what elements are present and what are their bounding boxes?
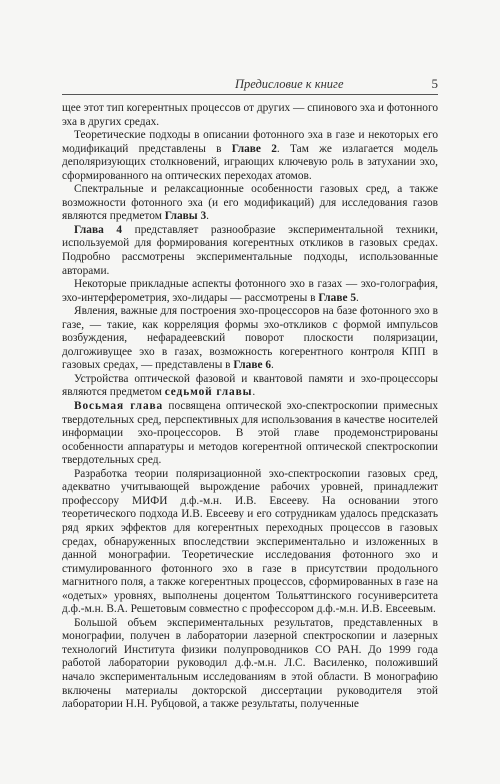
p3-text-b: . — [206, 210, 210, 223]
p1-text: щее этот тип когерентных процессов от других — спинового эха и фотонного эха в других средах. — [62, 102, 438, 128]
body-text — [62, 102, 438, 712]
paragraph-8 — [62, 400, 438, 468]
p5-text-a: Некоторые прикладные аспекты фотонного эхо в газах — эхо-голография, эхо-интерферометрия, эхо-лидары — рассмотрены в — [62, 278, 438, 304]
p2-text-b: . Там же излагается модель деполяризующих столкновений, играющих ключевую роль в затухании эхо, сформированного на оптических переходах атомов. — [62, 142, 438, 182]
running-title: Предисловие к книге — [234, 77, 344, 91]
paragraph-2 — [62, 129, 438, 183]
p6-text-a: Явления, важные для построения эхо-процессоров на базе фотонного эхо в газе, — такие, как корреляция формы эхо-откликов с формой импульсов возбуждения, нефарадеевский поворот плоскости поляризации, долгоживущее эхо в газах, возможность когерентного контроля КПП в газовых средах, — представлены в — [62, 305, 438, 372]
p10-text: Большой объем экспериментальных результатов, представленных в монографии, получен в лаборатории лазерной спектроскопии и лазерных технологий Института физики полупроводников СО РАН. До 1999 года работой лаборатории руководил д.ф.-м.н. Л.С. Василенко, положивший начало экспериментальным исследованиям в этой области. В монографию включены материалы докторской диссертации руководителя этой лаборатории Н.Н. Рубцовой, а также результаты, полученные — [62, 616, 438, 711]
paragraph-3 — [62, 183, 438, 224]
paragraph-5 — [62, 278, 438, 305]
p2-text-a: Теоретические подходы в описании фотонного эха в газе и некоторых его модификаций представлены в — [62, 129, 438, 155]
p7-bold: седьмой главы — [164, 386, 253, 399]
paragraph-10 — [62, 617, 438, 712]
p6-bold: Главе 6 — [233, 359, 272, 372]
page-number: 5 — [431, 76, 438, 91]
paragraph-4 — [62, 224, 438, 278]
p3-bold: Главы 3 — [164, 210, 207, 223]
paragraph-7 — [62, 373, 438, 400]
p7-text-b: . — [252, 386, 256, 399]
paragraph-6 — [62, 305, 438, 373]
header-rule — [62, 94, 438, 95]
running-header — [62, 76, 438, 92]
p7-text-a: Устройства оптической фазовой и квантовой памяти и эхо-процессоры являются предметом — [62, 372, 438, 399]
p4-bold: Глава 4 — [74, 223, 123, 236]
p3-text-a: Спектральные и релаксационные особенности газовых сред, а также возможности фотонного эха (и его модификаций) для исследования газов являются предметом — [62, 183, 438, 223]
p4-text: представляет разнообразие экспериментальной техники, используемой для формирования когерентных откликов в газовых средах. Подробно рассмотрены экспериментальные подходы, использованные авторами. — [62, 223, 439, 277]
paragraph-9 — [62, 468, 438, 617]
p5-text-b: . — [356, 291, 359, 304]
paragraph-1 — [62, 102, 438, 129]
p9-text: Разработка теории поляризационной эхо-спектроскопии газовых сред, адекватно учитывающей вырождение рабочих уровней, принадлежит профессору МИФИ д.ф.-м.н. И.В. Евсееву. На основании этого теоретического подхода И.В. Евсееву и его сотрудникам удалось предсказать ряд ярких эффектов для когерентных переходных процессов в газовых средах, обнаруженных впоследствии экспериментально и изложенных в данной монографии. Теоретические исследования фотонного эхо и стимулированного фотонного эхо в газе в присутствии продольного магнитного поля, а также когерентных процессов, сформированных в газе на «одетых» уровнях, выполнены доцентом Тольяттинского госуниверситета д.ф.-м.н. В.А. Решетовым совместно с профессором д.ф.-м.н. И.В. Евсеевым. — [62, 467, 438, 616]
p2-bold: Главе 2 — [231, 142, 277, 155]
p8-bold: Восьмая глава — [74, 400, 164, 413]
p8-text: посвящена оптической эхо-спектроскопии примесных твердотельных сред, перспективных для использования в качестве носителей информации эхо-процессоров. В этой главе продемонстрированы особенности аппаратуры и методов когерентной оптической спектроскопии твердотельных сред. — [62, 400, 438, 467]
p5-bold: Главе 5 — [318, 291, 356, 304]
p6-text-b: . — [271, 359, 274, 372]
